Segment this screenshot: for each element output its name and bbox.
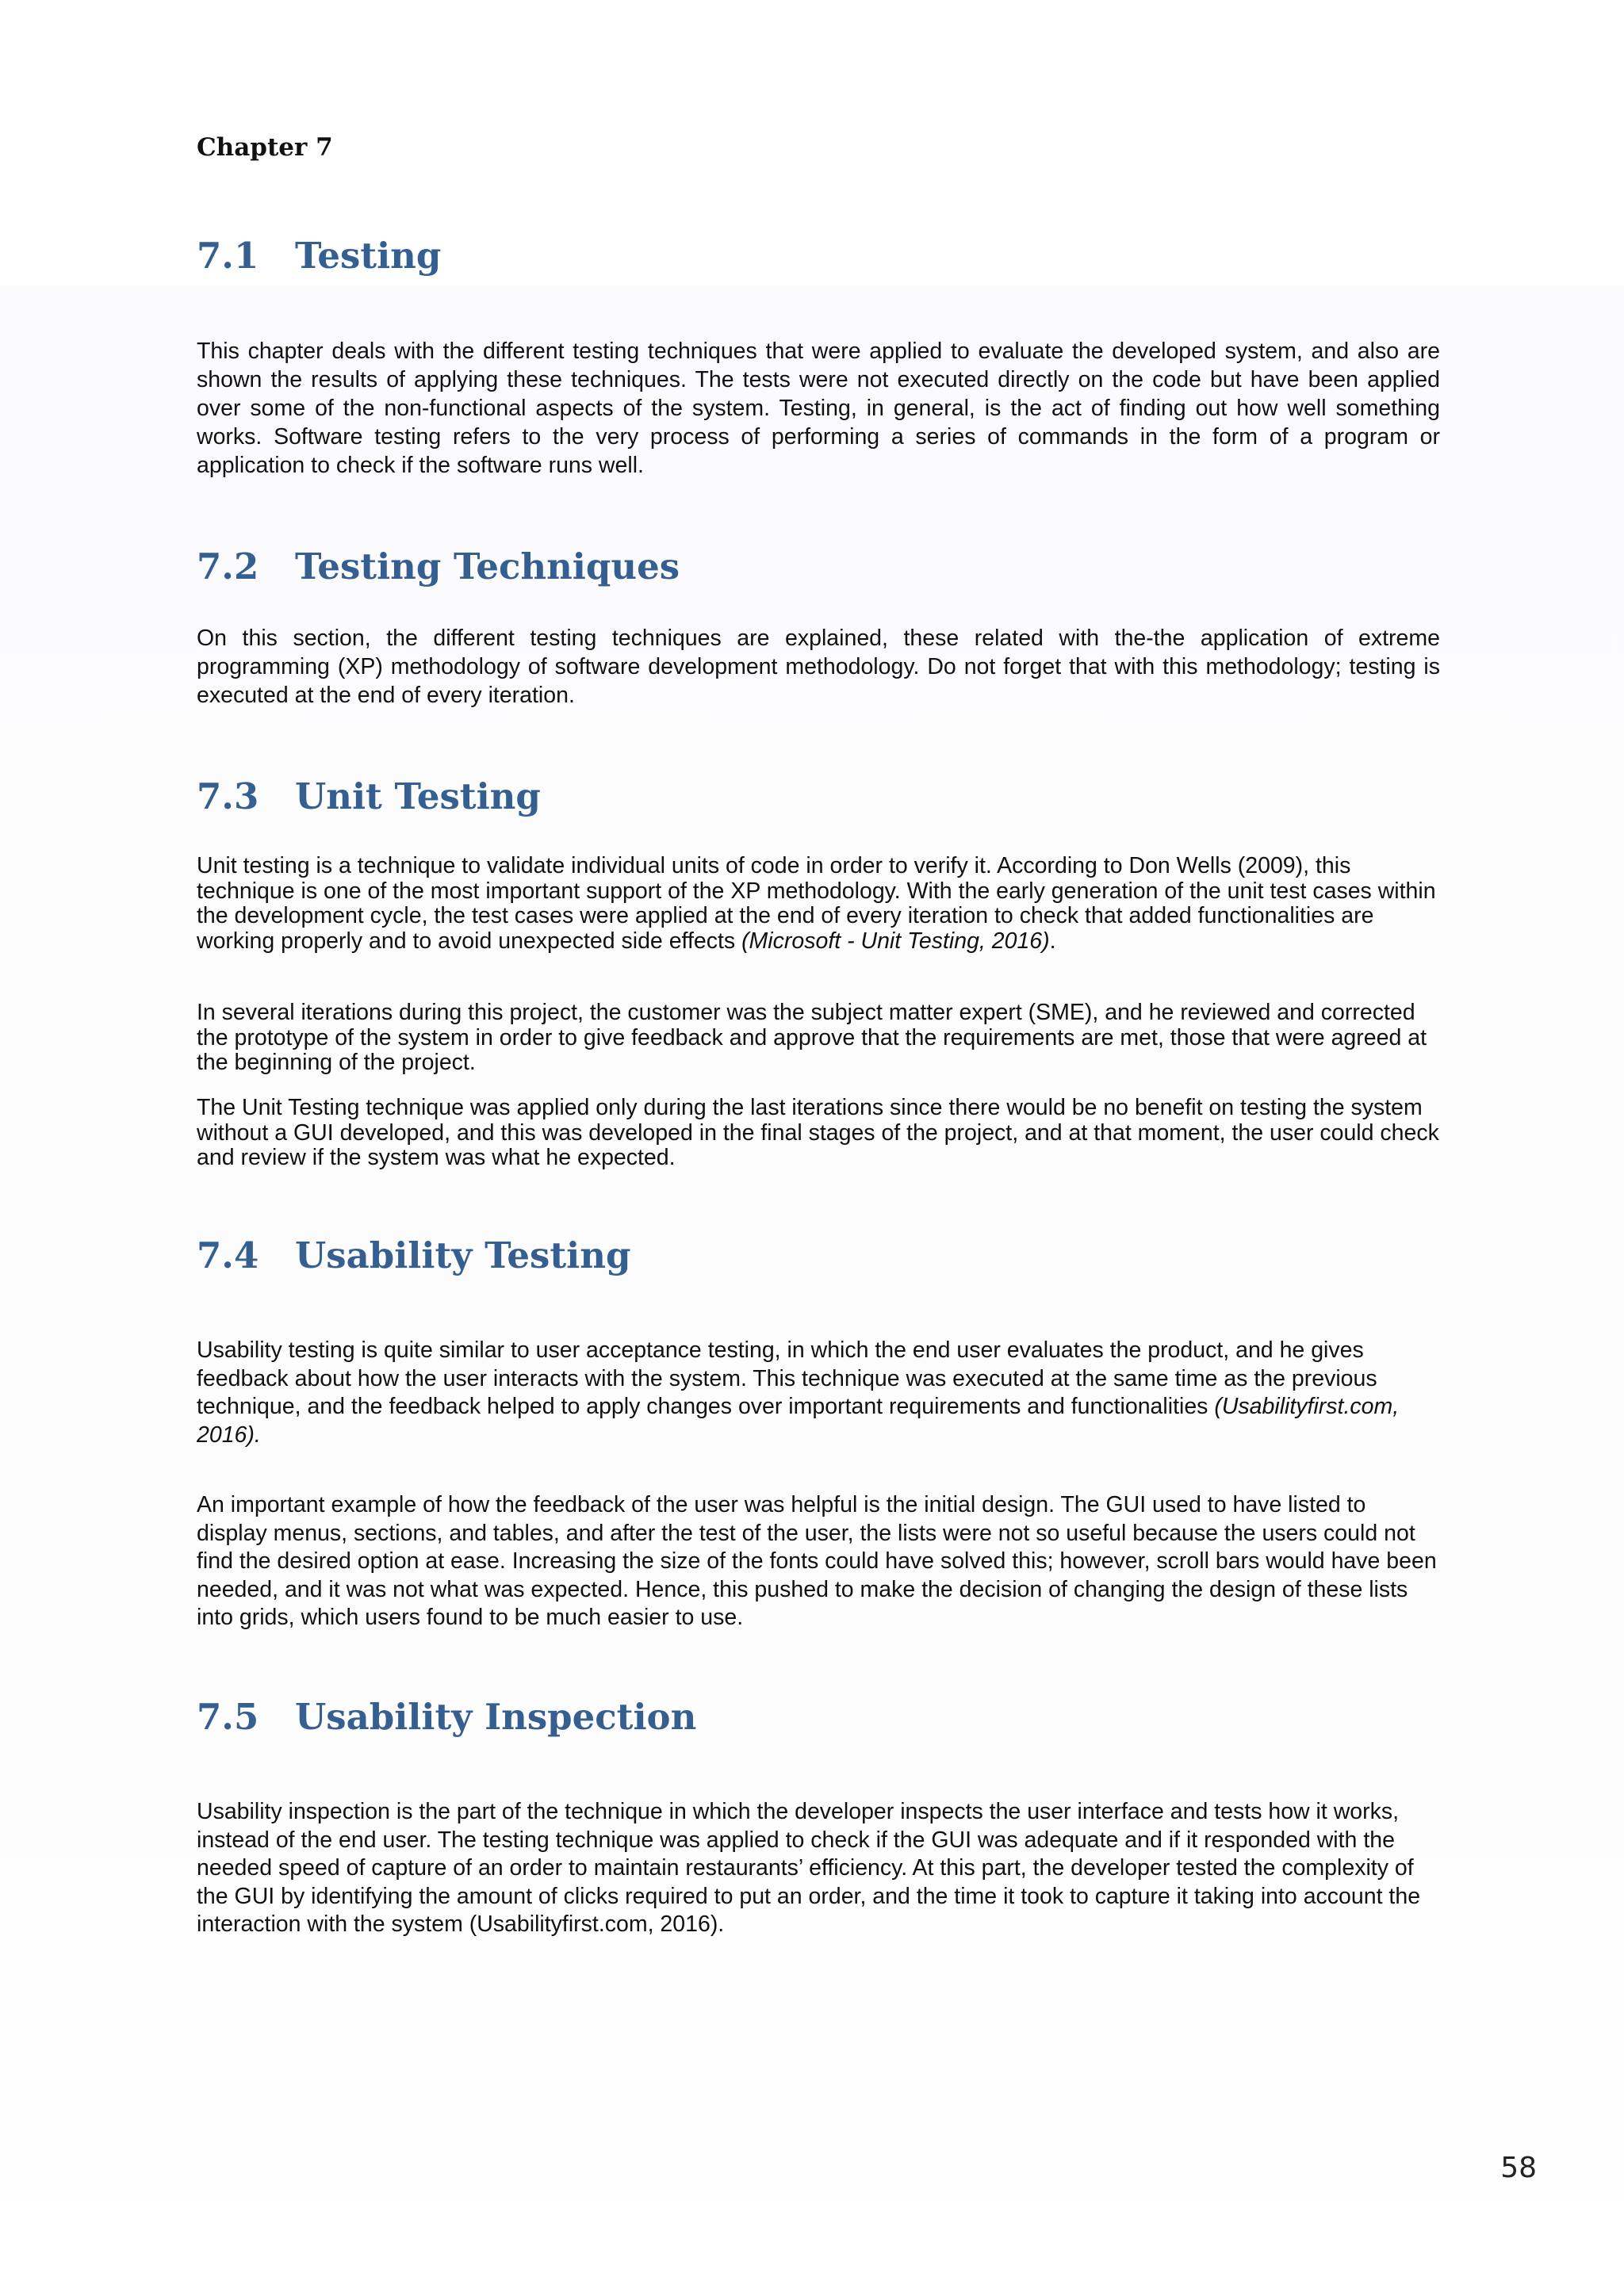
paragraph: Usability inspection is the part of the technique in which the developer inspects the user interface and tests how it works, instead of the end user. The testing technique was applied to check if the GUI was adequate and if it responded with the needed speed of capture of an order to maintain restaurants’ efficiency. At this part, the developer tested the complexity of the GUI by identifying the amount of clicks required to put an order, and the time it took to capture it taking into account the interaction with the system (Usabilityfirst.com, 2016). <box>197 1799 1421 1937</box>
paragraph <box>197 1337 1440 1449</box>
paragraph <box>197 854 1440 954</box>
section-number: 7.2 <box>197 545 259 587</box>
section-heading-7-4 <box>197 1234 630 1276</box>
section-number: 7.4 <box>197 1234 259 1276</box>
section-heading-7-2 <box>197 545 680 587</box>
paragraph: The Unit Testing technique was applied only during the last iterations since there would be no benefit on testing the system without a GUI developed, and this was developed in the final stages of the project, and at that moment, the user could check and review if the system was what he expected. <box>197 1095 1439 1170</box>
page-number: 58 <box>1500 2152 1537 2184</box>
chapter-label: Chapter 7 <box>197 133 333 162</box>
paragraph: An important example of how the feedback of the user was helpful is the initial design. The GUI used to have listed to display menus, sections, and tables, and after the test of the user, the lists were not so useful because the users could not find the desired option at ease. Increasing the size of the fonts could have solved this; however, scroll bars would have been needed, and it was not what was expected. Hence, this pushed to make the decision of changing the design of these lists into grids, which users found to be much easier to use. <box>197 1492 1437 1630</box>
section-title: Usability Testing <box>295 1234 631 1276</box>
section-title: Unit Testing <box>295 775 541 817</box>
paragraph-text: Usability testing is quite similar to user acceptance testing, in which the end user evaluates the product, and he gives feedback about how the user interacts with the system. This technique was executed at the same time as the previous technique, and the feedback helped to apply changes over important requirements and functionalities <box>197 1337 1377 1419</box>
paragraph-tail: . <box>1049 928 1056 954</box>
paragraph: This chapter deals with the different testing techniques that were applied to evaluate the developed system, and also are shown the results of applying these techniques. The tests were not executed directly on the code but have been applied over some of the non-functional aspects of the system. Testing, in general, is the act of finding out how well something works. Software testing refers to the very process of performing a series of commands in the form of a program or application to check if the software runs well. <box>197 339 1440 478</box>
section-number: 7.5 <box>197 1696 259 1738</box>
paragraph: In several iterations during this project, the customer was the subject matter expert (SME), and he reviewed and corrected the prototype of the system in order to give feedback and approve that the requirements are met, those that were agreed at the beginning of the project. <box>197 1000 1427 1075</box>
section-title: Testing Techniques <box>295 545 680 587</box>
section-number: 7.1 <box>197 235 259 277</box>
section-heading-7-5 <box>197 1696 696 1738</box>
paragraph: On this section, the different testing techniques are explained, these related with the-the application of extreme programming (XP) methodology of software development methodology. Do not forget that with this methodology; testing is executed at the end of every iteration. <box>197 626 1440 708</box>
section-heading-7-3 <box>197 775 541 817</box>
citation: (Microsoft - Unit Testing, 2016) <box>741 928 1050 954</box>
section-title: Testing <box>295 235 442 277</box>
section-number: 7.3 <box>197 775 259 817</box>
section-heading-7-1 <box>197 235 441 277</box>
paragraph-text: Unit testing is a technique to validate individual units of code in order to verify it. According to Don Wells (2009), this technique is one of the most important support of the XP methodology. With the early generation of the unit test cases within the development cycle, the test cases were applied at the end of every iteration to check that added functionalities are working properly and to avoid unexpected side effects <box>197 853 1436 954</box>
section-title: Usability Inspection <box>295 1696 697 1738</box>
citation: (Usabilityfirst.com, 2016). <box>197 1394 1400 1448</box>
